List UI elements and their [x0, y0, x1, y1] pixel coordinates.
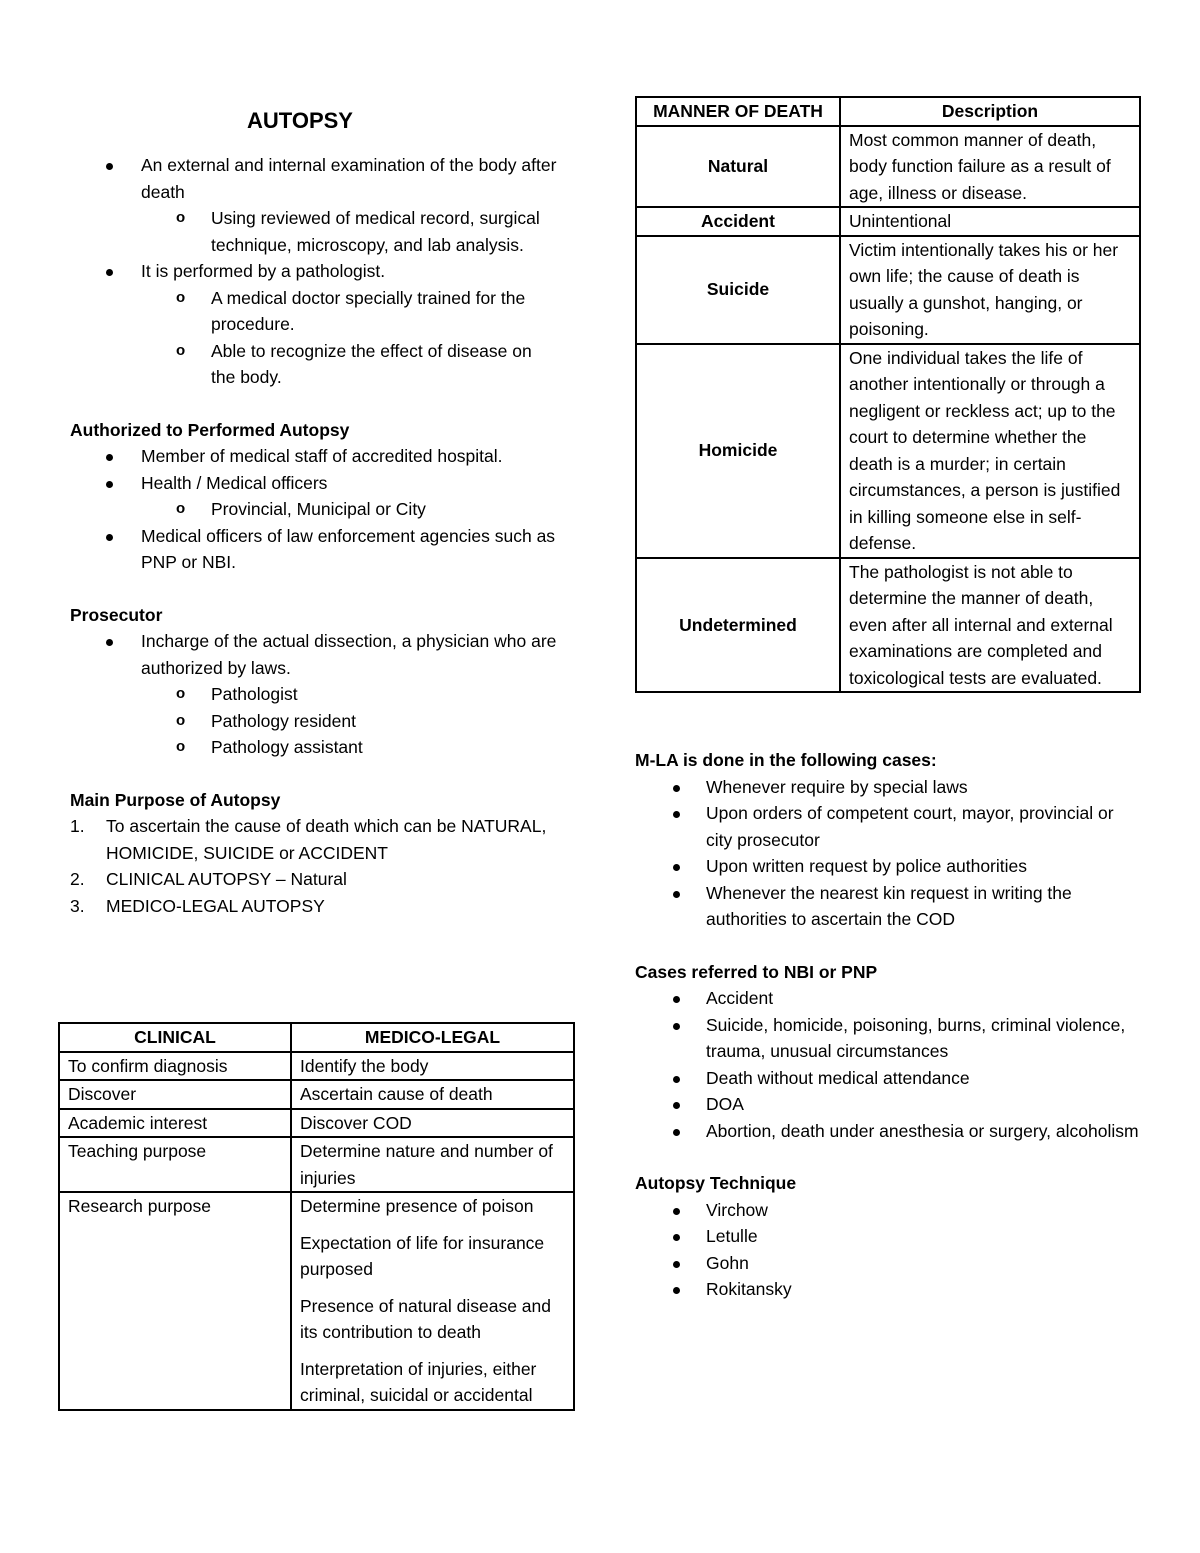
- bullet-icon: [673, 864, 680, 871]
- list-subitem: o Provincial, Municipal or City: [70, 496, 560, 523]
- table-cell: Research purpose: [59, 1192, 291, 1410]
- bullet-icon: [673, 891, 680, 898]
- bullet-icon: [106, 163, 113, 170]
- list-item: Upon orders of competent court, mayor, provincial or city prosecutor: [635, 800, 1141, 853]
- sub-bullet-icon: o: [176, 288, 186, 306]
- technique-list: [635, 1197, 1141, 1303]
- bullet-icon: [106, 269, 113, 276]
- table-row: [636, 344, 1140, 558]
- list-item: DOA: [635, 1091, 1141, 1118]
- table-header-row: [59, 1023, 574, 1052]
- cell-paragraph: Interpretation of injuries, either criminal, suicidal or accidental: [300, 1358, 537, 1405]
- table-row: [59, 1137, 574, 1192]
- table-row: [59, 1080, 574, 1109]
- table-cell: Discover COD: [291, 1109, 574, 1138]
- mla-heading: M-LA is done in the following cases:: [635, 750, 937, 770]
- list-item: Accident: [635, 985, 1141, 1012]
- table-row: [636, 126, 1140, 208]
- list-item: Gohn: [635, 1250, 1141, 1277]
- table-cell: Victim intentionally takes his or her own life; the cause of death is usually a gunshot, hanging, or poisoning.: [840, 236, 1140, 344]
- purpose-list: [70, 813, 560, 919]
- list-item: Upon written request by police authorities: [635, 853, 1141, 880]
- bullet-icon: [106, 481, 113, 488]
- list-subitem: o Pathology assistant: [70, 734, 560, 761]
- list-item: Abortion, death under anesthesia or surgery, alcoholism: [635, 1118, 1141, 1145]
- bullet-icon: [673, 1208, 680, 1215]
- sub-bullet-icon: o: [176, 341, 186, 359]
- cell-paragraph: Expectation of life for insurance purposed: [300, 1232, 545, 1279]
- list-subitem: o Able to recognize the effect of disease on the body.: [70, 338, 560, 391]
- table-cell: Homicide: [636, 344, 840, 558]
- right-column: [635, 96, 1141, 1303]
- bullet-icon: [673, 1234, 680, 1241]
- table-cell: Identify the body: [291, 1052, 574, 1081]
- column-header: MEDICO-LEGAL: [291, 1023, 574, 1052]
- list-item: Suicide, homicide, poisoning, burns, criminal violence, trauma, unusual circumstances: [635, 1012, 1141, 1065]
- sub-bullet-icon: o: [176, 685, 186, 702]
- list-item: 2. CLINICAL AUTOPSY – Natural: [70, 869, 347, 889]
- table-row: [636, 558, 1140, 693]
- sub-bullet-icon: o: [176, 738, 186, 755]
- clinical-vs-medicolegal-table: [58, 1022, 575, 1411]
- purpose-heading: Main Purpose of Autopsy: [70, 789, 281, 810]
- table-cell: Ascertain cause of death: [291, 1080, 574, 1109]
- table-row: [59, 1052, 574, 1081]
- table-cell: Most common manner of death, body function failure as a result of age, illness or disease.: [840, 126, 1140, 208]
- mla-list: [635, 774, 1141, 933]
- table-cell: Undetermined: [636, 558, 840, 693]
- bullet-icon: [673, 996, 680, 1003]
- list-item: Rokitansky: [635, 1276, 1141, 1303]
- table-cell: Academic interest: [59, 1109, 291, 1138]
- list-item: Whenever require by special laws: [635, 774, 1141, 801]
- table-cell: Unintentional: [840, 207, 1140, 236]
- table-row: [636, 236, 1140, 344]
- authorized-heading: Authorized to Performed Autopsy: [70, 419, 350, 440]
- bullet-icon: [106, 454, 113, 461]
- bullet-icon: [673, 785, 680, 792]
- manner-of-death-table: [635, 96, 1141, 693]
- list-item: Letulle: [635, 1223, 1141, 1250]
- bullet-icon: [106, 534, 113, 541]
- table-cell: Accident: [636, 207, 840, 236]
- table-cell: Determine nature and number of injuries: [291, 1137, 574, 1192]
- table-row: [59, 1192, 574, 1410]
- sub-bullet-icon: o: [176, 711, 186, 729]
- table-cell: Discover: [59, 1080, 291, 1109]
- table-cell: To confirm diagnosis: [59, 1052, 291, 1081]
- list-item: An external and internal examination of the body after death: [70, 152, 560, 205]
- prosecutor-list: [70, 628, 560, 761]
- table-cell: [291, 1192, 574, 1410]
- intro-list: [70, 152, 560, 391]
- nbi-list: [635, 985, 1141, 1144]
- sub-bullet-icon: o: [176, 500, 186, 517]
- list-subitem: o A medical doctor specially trained for the procedure.: [70, 285, 560, 338]
- table-cell: The pathologist is not able to determine the manner of death, even after all internal and external examinations are completed and toxicological tests are evaluated.: [840, 558, 1140, 693]
- bullet-icon: [106, 639, 113, 646]
- table-row: [59, 1109, 574, 1138]
- list-subitem: o Pathologist: [70, 681, 560, 708]
- list-subitem: o Pathology resident: [70, 708, 560, 735]
- sub-bullet-icon: o: [176, 209, 186, 226]
- table-cell: Teaching purpose: [59, 1137, 291, 1192]
- column-header: MANNER OF DEATH: [636, 97, 840, 126]
- bullet-icon: [673, 1023, 680, 1030]
- bullet-icon: [673, 811, 680, 818]
- bullet-icon: [673, 1287, 680, 1294]
- prosecutor-heading: Prosecutor: [70, 604, 163, 625]
- table-row: [636, 207, 1140, 236]
- list-item: Health / Medical officers: [70, 470, 560, 497]
- authorized-list: [70, 443, 560, 576]
- column-header: CLINICAL: [59, 1023, 291, 1052]
- page-title: AUTOPSY: [247, 108, 353, 133]
- list-item: Virchow: [635, 1197, 1141, 1224]
- list-item: Incharge of the actual dissection, a physician who are authorized by laws.: [70, 628, 560, 681]
- table-cell: One individual takes the life of another intentionally or through a negligent or reckless act; up to the court to determine whether the death is a murder; in certain circumstances, a person is justified in killing someone else in self-defense.: [840, 344, 1140, 558]
- bullet-icon: [673, 1076, 680, 1083]
- bullet-icon: [673, 1129, 680, 1136]
- list-item: 3. MEDICO-LEGAL AUTOPSY: [70, 895, 325, 916]
- table-header-row: [636, 97, 1140, 126]
- technique-heading: Autopsy Technique: [635, 1173, 797, 1193]
- list-subitem: o Using reviewed of medical record, surgical technique, microscopy, and lab analysis.: [70, 205, 560, 258]
- table-cell: Natural: [636, 126, 840, 208]
- list-item: 1. To ascertain the cause of death which can be NATURAL, HOMICIDE, SUICIDE or ACCIDENT: [70, 816, 547, 863]
- list-item: Member of medical staff of accredited hospital.: [70, 443, 560, 470]
- list-item: Medical officers of law enforcement agencies such as PNP or NBI.: [70, 523, 560, 576]
- cell-paragraph: Determine presence of poison: [300, 1196, 534, 1216]
- bullet-icon: [673, 1102, 680, 1109]
- nbi-heading: Cases referred to NBI or PNP: [635, 961, 878, 982]
- list-item: Whenever the nearest kin request in writing the authorities to ascertain the COD: [635, 880, 1141, 933]
- bullet-icon: [673, 1261, 680, 1268]
- list-item: It is performed by a pathologist.: [70, 258, 560, 285]
- left-column: [70, 108, 560, 919]
- cell-paragraph: Presence of natural disease and its contribution to death: [300, 1295, 551, 1342]
- list-item: Death without medical attendance: [635, 1065, 1141, 1092]
- column-header: Description: [840, 97, 1140, 126]
- table-cell: Suicide: [636, 236, 840, 344]
